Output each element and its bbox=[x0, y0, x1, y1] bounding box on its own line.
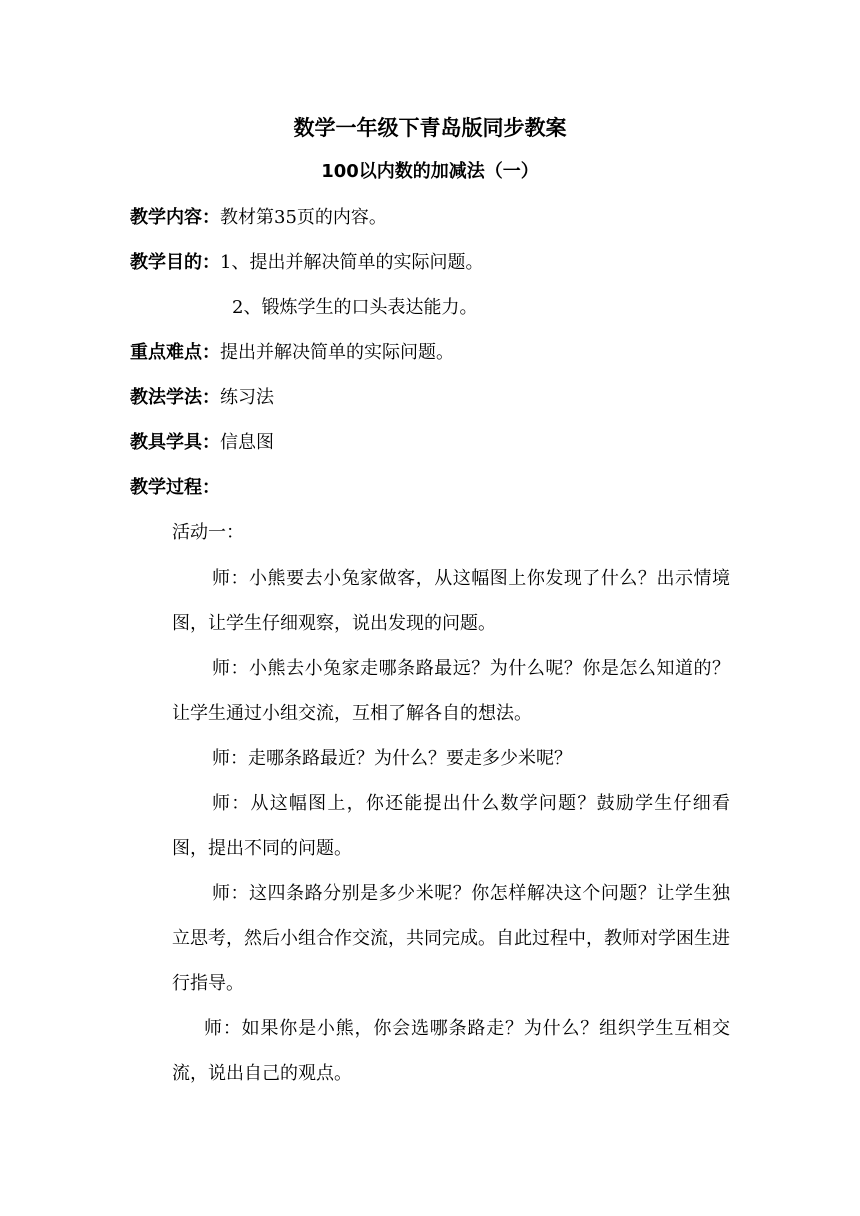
field-value: 1、提出并解决简单的实际问题。 bbox=[220, 252, 484, 273]
field-value: 2、锻炼学生的口头表达能力。 bbox=[232, 297, 478, 318]
field-methods bbox=[130, 386, 274, 410]
field-aids bbox=[130, 431, 274, 455]
field-value: 提出并解决简单的实际问题。 bbox=[220, 342, 454, 363]
field-value: 教材第35页的内容。 bbox=[220, 207, 387, 228]
paragraph-1: 师：小熊要去小兔家做客，从这幅图上你发现了什么？出示情境图，让学生仔细观察，说出发现的问题。 bbox=[172, 568, 730, 634]
field-label: 教法学法： bbox=[130, 387, 220, 408]
field-label: 教学目的： bbox=[130, 252, 220, 273]
field-key-points bbox=[130, 341, 454, 365]
document-title: 数学一年级下青岛版同步教案 bbox=[293, 116, 567, 140]
paragraph-6: 师：如果你是小熊，你会选哪条路走？为什么？组织学生互相交流，说出自己的观点。 bbox=[172, 1018, 730, 1084]
paragraph-2: 师：小熊去小兔家走哪条路最远？为什么呢？你是怎么知道的？让学生通过小组交流，互相了解各自的想法。 bbox=[172, 658, 730, 724]
field-content bbox=[130, 206, 387, 230]
paragraph-3: 师：走哪条路最近？为什么？要走多少米呢？ bbox=[212, 748, 572, 769]
field-label: 教具学具： bbox=[130, 432, 220, 453]
activity-heading: 活动一： bbox=[172, 522, 244, 543]
field-objectives bbox=[130, 251, 483, 275]
field-value: 信息图 bbox=[220, 432, 274, 453]
field-label: 教学过程： bbox=[130, 477, 220, 498]
field-value: 练习法 bbox=[220, 387, 274, 408]
paragraph-4: 师：从这幅图上，你还能提出什么数学问题？鼓励学生仔细看图，提出不同的问题。 bbox=[172, 793, 730, 859]
field-process bbox=[130, 476, 220, 500]
document-subtitle: 100以内数的加减法（一） bbox=[321, 161, 539, 182]
paragraph-5: 师：这四条路分别是多少米呢？你怎样解决这个问题？让学生独立思考，然后小组合作交流，共同完成。自此过程中，教师对学困生进行指导。 bbox=[172, 883, 730, 994]
field-objective-2 bbox=[232, 296, 477, 320]
field-label: 重点难点： bbox=[130, 342, 220, 363]
field-label: 教学内容： bbox=[130, 207, 220, 228]
